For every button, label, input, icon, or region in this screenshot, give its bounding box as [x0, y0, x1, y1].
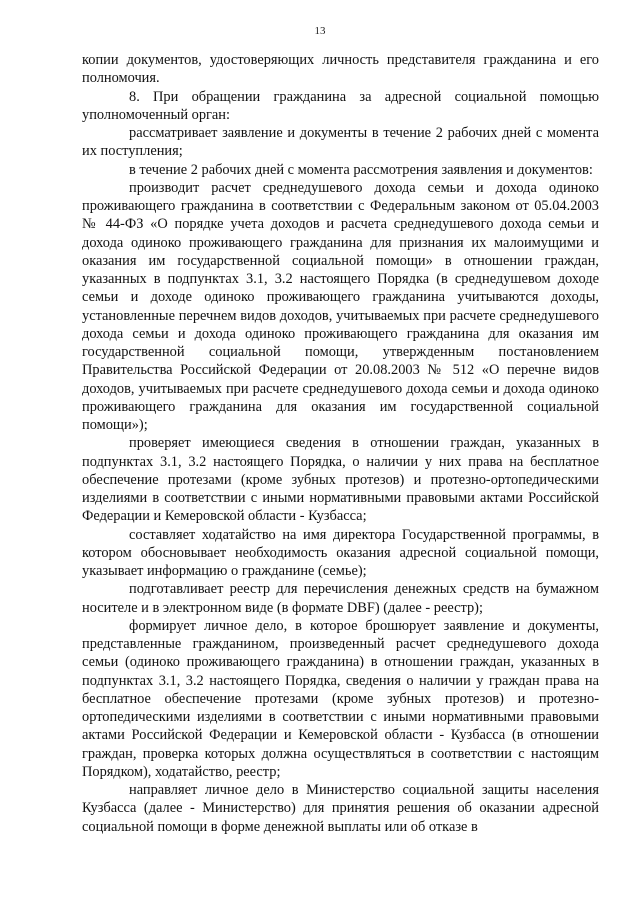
- paragraph: формирует личное дело, в которое брошюрует заявление и документы, представленные гражданином, произведенный расчет среднедушевого дохода семьи (одиноко проживающего гражданина) в отношении граждан, указанных в подпунктах 3.1, 3.2 настоящего Порядка, сведения о наличии у граждан права на бесплатное обеспечение протезами (кроме зубных протезов) и протезно-ортопедическими изделиями в соответствии с иными нормативными правовыми актами Российской Федерации и Кемеровской области - Кузбасса (в отношении граждан, проверка которых должна осуществляться в соответствии с настоящим Порядком), ходатайство, реестр;: [82, 617, 599, 780]
- document-body: [82, 51, 599, 836]
- paragraph: рассматривает заявление и документы в течение 2 рабочих дней с момента их поступления;: [82, 125, 599, 160]
- paragraph: подготавливает реестр для перечисления денежных средств на бумажном носителе и в электронном виде (в формате DBF) (далее - реестр);: [82, 581, 599, 616]
- paragraph: в течение 2 рабочих дней с момента рассмотрения заявления и документов:: [129, 161, 593, 178]
- paragraph: 8. При обращении гражданина за адресной социальной помощью уполномоченный орган:: [82, 88, 599, 123]
- paragraph: копии документов, удостоверяющих личность представителя гражданина и его полномочия.: [82, 52, 599, 87]
- page-number: 13: [314, 25, 326, 37]
- paragraph: проверяет имеющиеся сведения в отношении граждан, указанных в подпунктах 3.1, 3.2 настоящего Порядка, о наличии у них права на бесплатное обеспечение протезами (кроме зубных протезов) и протезно-ортопедическими изделиями в соответствии с иными нормативными правовыми актами Российской Федерации и Кемеровской области - Кузбасса;: [82, 435, 599, 525]
- paragraph: направляет личное дело в Министерство социальной защиты населения Кузбасса (далее - Министерство) для принятия решения об оказании адресной социальной помощи в форме денежной выплаты или об отказе в: [82, 782, 599, 835]
- paragraph: составляет ходатайство на имя директора Государственной программы, в котором обосновывает необходимость оказания адресной социальной помощи, указывает информацию о гражданине (семье);: [82, 526, 599, 579]
- paragraph: производит расчет среднедушевого дохода семьи и дохода одиноко проживающего гражданина в соответствии с Федеральным законом от 05.04.2003 № 44-ФЗ «О порядке учета доходов и расчета среднедушевого дохода семьи и дохода одиноко проживающего гражданина для признания их малоимущими и оказания им государственной социальной помощи» в отношении граждан, указанных в подпунктах 3.1, 3.2 настоящего Порядка (в среднедушевом доходе семьи и доходе одиноко проживающего гражданина учитываются доходы, установленные перечнем видов доходов, учитываемых при расчете среднедушевого дохода семьи и дохода одиноко проживающего гражданина для оказания им государственной социальной помощи, утвержденным постановлением Правительства Российской Федерации от 20.08.2003 № 512 «О перечне видов доходов, учитываемых при расчете среднедушевого дохода семьи и дохода одиноко проживающего гражданина для оказания им государственной социальной помощи»);: [82, 179, 599, 433]
